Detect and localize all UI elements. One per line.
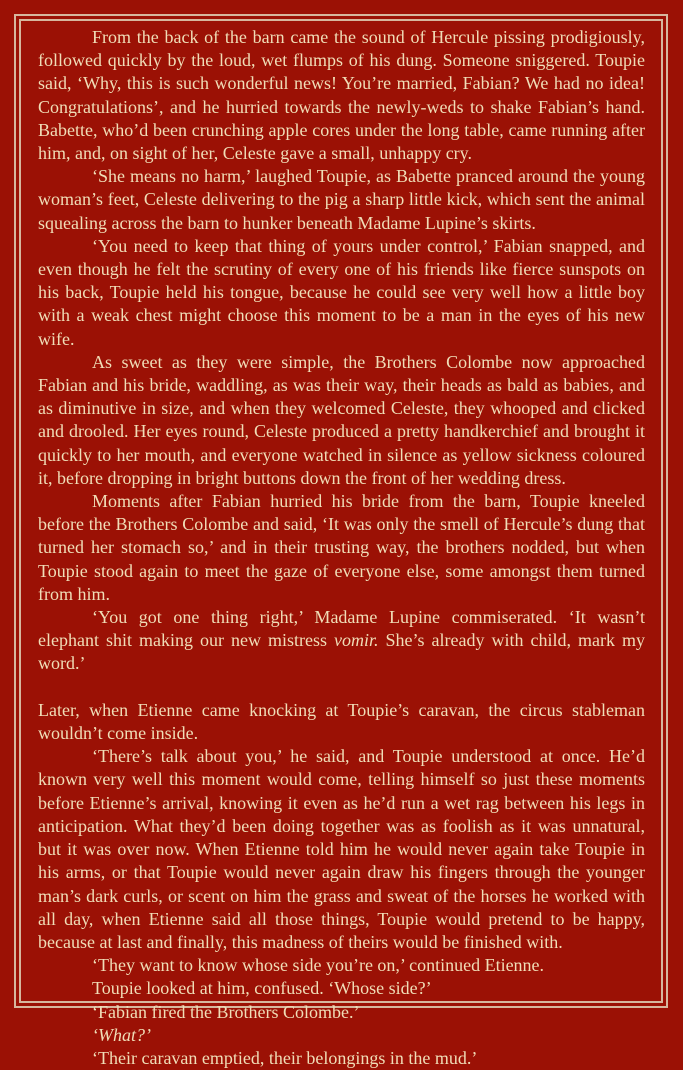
text-run: ‘She means no harm,’ laughed Toupie, as Babette pranced around the young woman’s feet, Celeste delivering to the pig a sharp little kick, which sent the animal squealing across the barn to hunker beneath Madame Lupine’s skirts. (38, 166, 645, 233)
text-run: ‘You got one thing right,’ Madame Lupine commiserated. ‘It wasn’t elephant shit making our new mistress (38, 607, 645, 651)
paragraph (38, 235, 645, 351)
section-etienne-scene (38, 699, 645, 1070)
text-run: ‘There’s talk about you,’ he said, and Toupie understood at once. He’d known very well this moment would come, telling himself so just these moments before Etienne’s arrival, knowing it even as he’d run a wet rag between his legs in anticipation. What they’d been doing together was as foolish as it was unnatural, but it was over now. When Etienne told him he would never again take Toupie in his arms, or that Toupie would never again draw his fingers through the younger man’s dark curls, or scent on him the grass and sweat of the horses he worked with all day, when Etienne said all those things, Toupie would pretend to be happy, because at last and finally, this madness of theirs would be finished with. (38, 746, 645, 952)
paragraph (38, 1024, 645, 1047)
text-run: ‘Their caravan emptied, their belongings in the mud.’ (92, 1047, 478, 1068)
paragraph (38, 1001, 645, 1024)
text-run: Toupie looked at him, confused. ‘Whose side?’ (92, 978, 432, 999)
italic-text-run: ‘What?’ (92, 1024, 151, 1045)
text-run: Moments after Fabian hurried his bride from the barn, Toupie kneeled before the Brothers Colombe and said, ‘It was only the smell of Hercule’s dung that turned her stomach so,’ and in their trusting way, the brothers nodded, but when Toupie stood again to meet the gaze of everyone else, some amongst them turned from him. (38, 491, 645, 604)
text-run: From the back of the barn came the sound of Hercule pissing prodigiously, followed quickly by the loud, wet flumps of his dung. Someone sniggered. Toupie said, ‘Why, this is such wonderful news! You’re married, Fabian? We had no idea! Congratulations’, and he hurried towards the newly-weds to shake Fabian’s hand. Babette, who’d been crunching apple cores under the long table, came running after him, and, on sight of her, Celeste gave a small, unhappy cry. (38, 27, 645, 164)
paragraph (38, 165, 645, 235)
paragraph (38, 490, 645, 606)
paragraph (38, 26, 645, 165)
paragraph (38, 699, 645, 745)
text-run: As sweet as they were simple, the Brothers Colombe now approached Fabian and his bride, waddling, as was their way, their heads as bald as babies, and as diminutive in size, and when they welcomed Celeste, they whooped and clicked and drooled. Her eyes round, Celeste produced a pretty handkerchief and brought it quickly to her mouth, and everyone watched in silence as yellow sickness coloured it, before dropping in bright buttons down the front of her wedding dress. (38, 351, 645, 488)
paragraph (38, 1047, 645, 1070)
paragraph (38, 977, 645, 1000)
text-run: ‘You need to keep that thing of yours under control,’ Fabian snapped, and even though he felt the scrutiny of every one of his friends like fierce sunspots on his back, Toupie held his tongue, because he could see very well how a little boy with a weak chest might choose this moment to be a man in the eyes of his new wife. (38, 235, 645, 349)
text-run: She’s already with child, mark my word.’ (38, 630, 645, 674)
paragraph (38, 745, 645, 954)
paragraph (38, 351, 645, 490)
text-block (38, 26, 645, 1070)
text-run: Later, when Etienne came knocking at Toupie’s caravan, the circus stableman wouldn’t come inside. (38, 699, 645, 744)
text-run: ‘They want to know whose side you’re on,’ continued Etienne. (92, 955, 545, 976)
section-wedding-scene (38, 26, 645, 676)
italic-text-run: vomir. (334, 630, 379, 651)
text-run: ‘Fabian fired the Brothers Colombe.’ (92, 1001, 360, 1022)
paragraph (38, 954, 645, 977)
paragraph (38, 606, 645, 676)
